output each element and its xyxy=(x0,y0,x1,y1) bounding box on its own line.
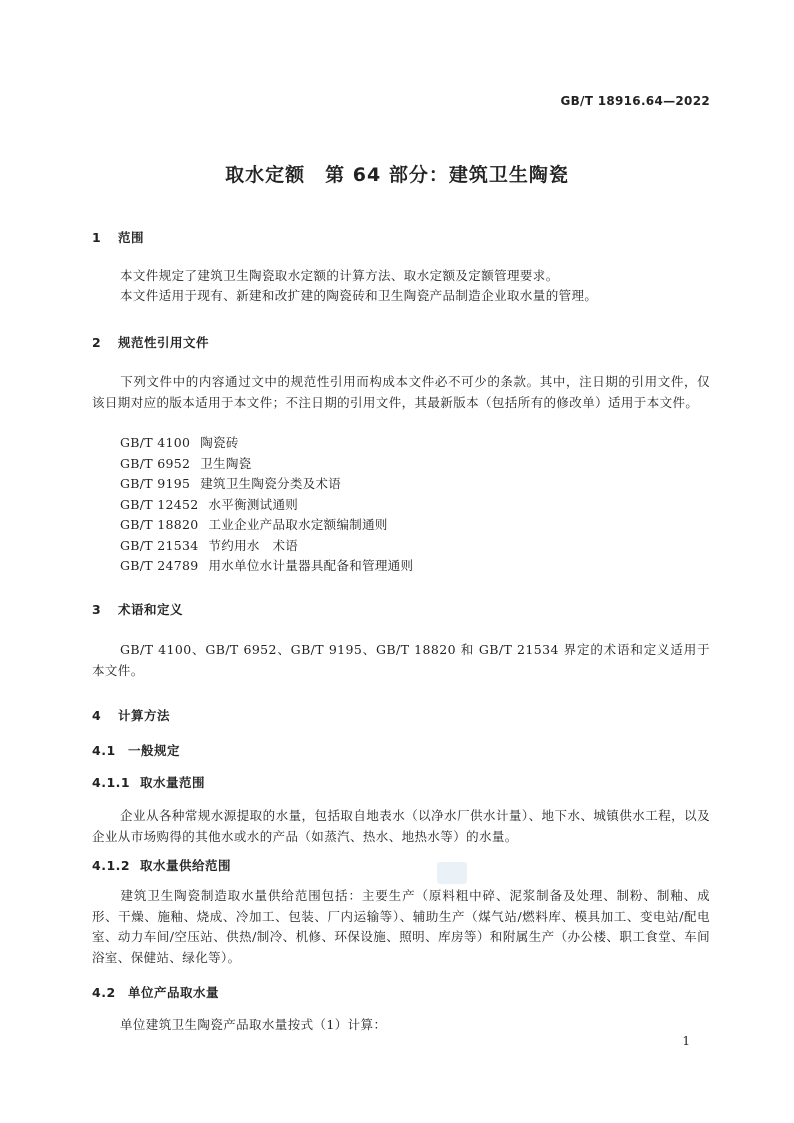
section-3-paragraph xyxy=(92,640,710,681)
reference-item xyxy=(120,515,388,536)
reference-name: 用水单位水计量器具配备和管理通则 xyxy=(208,558,414,573)
section-4-1-2-paragraph xyxy=(92,886,710,968)
section-title: 范围 xyxy=(118,230,145,245)
reference-name: 工业企业产品取水定额编制通则 xyxy=(208,517,388,532)
section-2-intro xyxy=(92,372,710,413)
section-4-2-heading xyxy=(92,983,219,1001)
paragraph-text: 下列文件中的内容通过文中的规范性引用而构成本文件必不可少的条款。其中，注日期的引用文件，仅该日期对应的版本适用于本文件；不注日期的引用文件，其最新版本（包括所有的修改单）适用于本文件。 xyxy=(92,374,710,410)
section-number: 4.1 xyxy=(92,743,116,758)
reference-code: GB/T 24789 xyxy=(120,558,199,573)
paragraph-text: 企业从各种常规水源提取的水量，包括取自地表水（以净水厂供水计量）、地下水、城镇供水工程，以及企业从市场购得的其他水或水的产品（如蒸汽、热水、地热水等）的水量。 xyxy=(92,808,710,844)
paragraph-text: 建筑卫生陶瓷制造取水量供给范围包括：主要生产（原料粗中碎、泥浆制备及处理、制粉、制釉、成形、干燥、施釉、烧成、冷加工、包装、厂内运输等）、辅助生产（煤气站/燃料库、模具加工、变电站/配电室、动力车间/空压站、供热/制冷、机修、环保设施、照明、库房等）和附属生产（办公楼、职工食堂、车间浴室、保健站、绿化等）。 xyxy=(92,888,710,965)
section-title: 单位产品取水量 xyxy=(128,985,220,1000)
reference-code: GB/T 12452 xyxy=(120,496,199,512)
section-number: 4.1.2 xyxy=(92,858,131,873)
section-2-heading xyxy=(92,333,209,351)
section-title: 计算方法 xyxy=(118,708,171,723)
section-number: 4.1.1 xyxy=(92,775,131,790)
section-1-paragraph-2 xyxy=(92,286,710,307)
reference-name: 卫生陶瓷 xyxy=(200,455,252,471)
reference-item xyxy=(120,454,251,475)
section-4-2-paragraph xyxy=(92,1015,710,1036)
reference-item xyxy=(120,474,341,495)
reference-code: GB/T 6952 xyxy=(120,455,191,471)
section-1-heading xyxy=(92,228,144,246)
section-title: 取水量范围 xyxy=(140,775,206,790)
standard-number: GB/T 18916.64—2022 xyxy=(560,94,710,108)
paragraph-text: GB/T 4100、GB/T 6952、GB/T 9195、GB/T 18820 和 GB/T 21534 界定的术语和定义适用于本文件。 xyxy=(92,642,710,678)
section-number: 3 xyxy=(92,602,102,617)
section-number: 1 xyxy=(92,230,102,245)
paragraph-text: 本文件适用于现有、新建和改扩建的陶瓷砖和卫生陶瓷产品制造企业取水量的管理。 xyxy=(120,288,598,303)
section-4-1-2-heading xyxy=(92,856,231,874)
reference-name: 水平衡测试通则 xyxy=(208,496,299,512)
section-3-heading xyxy=(92,600,183,618)
reference-name: 陶瓷砖 xyxy=(200,435,239,450)
reference-name: 建筑卫生陶瓷分类及术语 xyxy=(200,476,342,491)
section-title: 一般规定 xyxy=(128,743,181,758)
section-title: 规范性引用文件 xyxy=(118,335,210,350)
reference-code: GB/T 9195 xyxy=(120,476,191,491)
reference-item xyxy=(120,556,413,577)
watermark-logo xyxy=(437,862,467,884)
reference-item xyxy=(120,433,239,454)
section-4-1-1-heading xyxy=(92,773,205,791)
paragraph-text: 单位建筑卫生陶瓷产品取水量按式（1）计算： xyxy=(120,1017,387,1032)
reference-code: GB/T 4100 xyxy=(120,435,191,450)
paragraph-text: 本文件规定了建筑卫生陶瓷取水定额的计算方法、取水定额及定额管理要求。 xyxy=(120,268,559,283)
reference-code: GB/T 21534 xyxy=(120,537,199,553)
section-4-1-1-paragraph xyxy=(92,806,710,847)
document-title: 取水定额 第 64 部分：建筑卫生陶瓷 xyxy=(225,164,569,186)
section-number: 4.2 xyxy=(92,985,116,1000)
page-number: 1 xyxy=(682,1034,690,1048)
section-title: 术语和定义 xyxy=(118,602,184,617)
reference-name: 节约用水 术语 xyxy=(208,537,299,553)
reference-item xyxy=(120,495,298,516)
section-4-heading xyxy=(92,706,170,724)
section-number: 4 xyxy=(92,708,102,723)
section-4-1-heading xyxy=(92,741,180,759)
reference-code: GB/T 18820 xyxy=(120,517,199,532)
reference-item xyxy=(120,536,298,557)
section-number: 2 xyxy=(92,335,102,350)
section-1-paragraph-1 xyxy=(92,266,710,287)
section-title: 取水量供给范围 xyxy=(140,858,232,873)
